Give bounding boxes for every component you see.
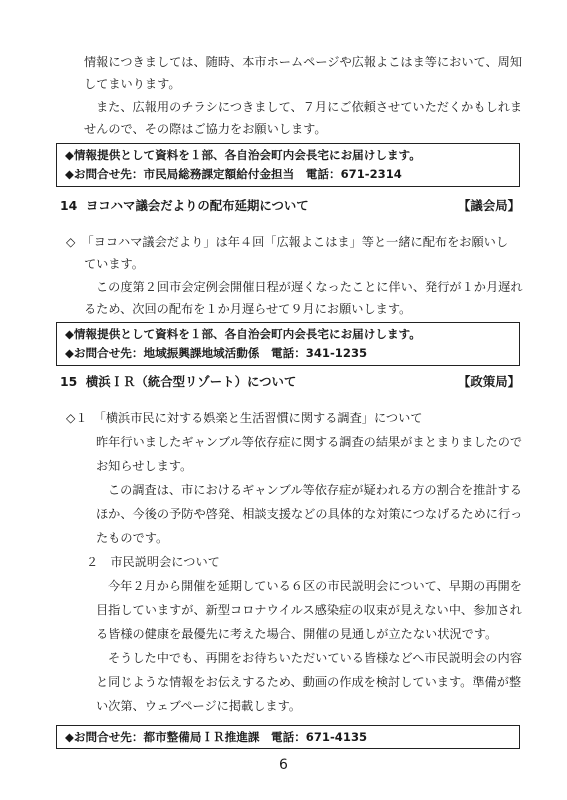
department-label: 【政策局】 <box>458 374 520 389</box>
body-text: また、広報用のチラシにつきまして、７月にご依頼させていただくかもしれま <box>96 100 523 114</box>
body-text: ほか、今後の予防や啓発、相談支援などの具体的な対策につなげるために行っ <box>96 507 523 521</box>
section-heading <box>60 374 296 390</box>
contact-line: ◆お問合せ先：地域振興課地域活動係 電話：341-1235 <box>65 346 368 360</box>
info-line: ◆情報提供として資料を１部、各自治会町内会長宅にお届けします。 <box>65 148 421 162</box>
body-text: お知らせします。 <box>96 459 193 473</box>
section-heading <box>60 198 309 214</box>
info-box <box>56 725 520 749</box>
body-text: ◇ 「ヨコハマ議会だより」は年４回「広報よこはま」等と一緒に配布をお願いし <box>66 235 509 249</box>
body-text: 目指していますが、新型コロナウイルス感染症の収束が見えない中、参加され <box>96 603 522 617</box>
body-text: してまいります。 <box>84 77 181 91</box>
page-number: 6 <box>279 757 288 773</box>
body-text: るため、次回の配布を１か月遅らせて９月にお願いします。 <box>84 302 412 316</box>
body-text: この調査は、市におけるギャンブル等依存症が疑われる方の割合を推計する <box>108 483 522 497</box>
body-text: たものです。 <box>96 531 169 545</box>
section-number: 14 <box>60 198 78 213</box>
section-number: 15 <box>60 374 78 389</box>
contact-line: ◆お問合せ先：都市整備局ＩＲ推進課 電話：671-4135 <box>65 730 368 744</box>
info-box <box>56 143 520 187</box>
body-text: る皆様の健康を最優先に考えた場合、開催の見通しが立たない状況です。 <box>96 627 498 641</box>
body-text: 昨年行いましたギャンブル等依存症に関する調査の結果がまとまりましたので <box>96 435 523 449</box>
body-text: い次第、ウェブページに掲載します。 <box>96 699 301 713</box>
section-title: ヨコハマ議会だよりの配布延期について <box>85 198 309 213</box>
subsection-heading: ２ 市民説明会について <box>86 555 220 569</box>
section-title: 横浜ＩＲ（統合型リゾート）について <box>85 374 297 389</box>
body-text: 情報につきましては、随時、本市ホームページや広報よこはま等において、周知 <box>84 55 523 69</box>
body-text: そうした中でも、再開をお待ちいただいている皆様などへ市民説明会の内容 <box>108 651 522 665</box>
body-text: ◇１ 「横浜市民に対する娯楽と生活習慣に関する調査」について <box>66 411 423 425</box>
department-label: 【議会局】 <box>458 198 520 213</box>
body-text: この度第２回市会定例会開催日程が遅くなったことに伴い、発行が１か月遅れ <box>96 280 523 294</box>
info-box <box>56 322 520 366</box>
body-text: 今年２月から開催を延期している６区の市民説明会について、早期の再開を <box>108 579 522 593</box>
body-text: ています。 <box>84 257 144 271</box>
info-line: ◆情報提供として資料を１部、各自治会町内会長宅にお届けします。 <box>65 327 421 341</box>
contact-line: ◆お問合せ先：市民局総務課定額給付金担当 電話：671-2314 <box>65 167 402 181</box>
body-text: と同じような情報をお伝えするため、動画の作成を検討しています。準備が整 <box>96 675 522 689</box>
body-text: せんので、その際はご協力をお願いします。 <box>84 122 327 136</box>
